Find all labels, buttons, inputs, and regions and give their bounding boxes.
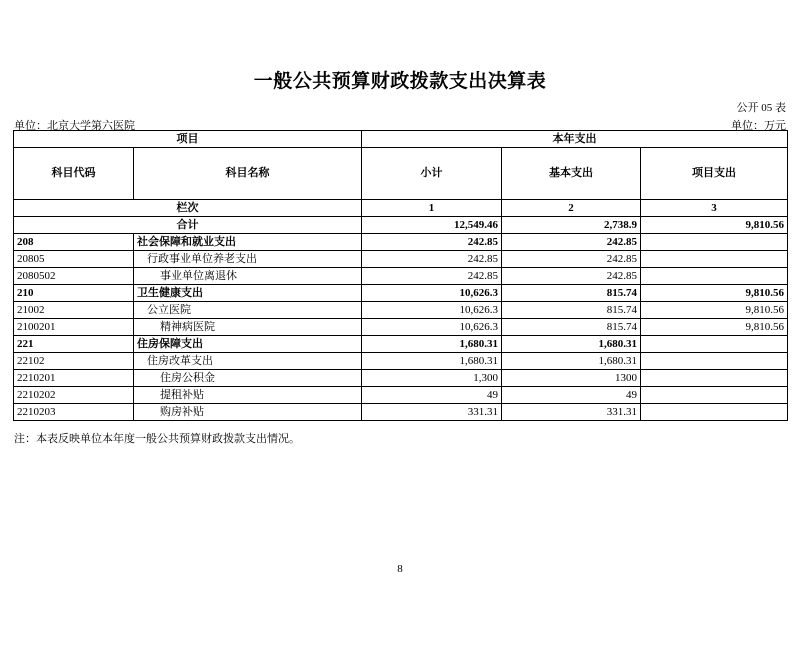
table-row xyxy=(14,302,788,319)
table-row xyxy=(14,353,788,370)
header-current-year: 本年支出 xyxy=(362,131,788,148)
total-basic: 2,738.9 xyxy=(502,217,641,234)
total-label: 合计 xyxy=(14,217,362,234)
row-code: 2210203 xyxy=(14,404,134,421)
row-project: 9,810.56 xyxy=(641,319,788,336)
row-project xyxy=(641,268,788,285)
col-label: 栏次 xyxy=(14,200,362,217)
row-project xyxy=(641,404,788,421)
col-index-3: 3 xyxy=(641,200,788,217)
row-subtotal: 10,626.3 xyxy=(362,319,502,336)
page-number: 8 xyxy=(397,563,403,575)
row-project: 9,810.56 xyxy=(641,302,788,319)
row-name: 行政事业单位养老支出 xyxy=(134,251,362,268)
row-project xyxy=(641,370,788,387)
table-row xyxy=(14,234,788,251)
row-subtotal: 10,626.3 xyxy=(362,285,502,302)
row-code: 2080502 xyxy=(14,268,134,285)
row-basic: 242.85 xyxy=(502,251,641,268)
row-subtotal: 331.31 xyxy=(362,404,502,421)
row-basic: 815.74 xyxy=(502,302,641,319)
row-code: 221 xyxy=(14,336,134,353)
row-basic: 49 xyxy=(502,387,641,404)
row-code: 21002 xyxy=(14,302,134,319)
row-subtotal: 49 xyxy=(362,387,502,404)
row-subtotal: 1,300 xyxy=(362,370,502,387)
header-project: 项目 xyxy=(14,131,362,148)
table-row xyxy=(14,319,788,336)
row-subtotal: 242.85 xyxy=(362,251,502,268)
table-row xyxy=(14,268,788,285)
row-code: 210 xyxy=(14,285,134,302)
header-row-2 xyxy=(14,148,788,200)
row-project xyxy=(641,336,788,353)
row-project xyxy=(641,251,788,268)
row-code: 2100201 xyxy=(14,319,134,336)
header-subtotal: 小计 xyxy=(362,148,502,200)
row-code: 208 xyxy=(14,234,134,251)
row-basic: 815.74 xyxy=(502,319,641,336)
row-project xyxy=(641,234,788,251)
row-subtotal: 1,680.31 xyxy=(362,353,502,370)
row-name: 精神病医院 xyxy=(134,319,362,336)
row-code: 20805 xyxy=(14,251,134,268)
footnote: 注：本表反映单位本年度一般公共预算财政拨款支出情况。 xyxy=(14,433,300,445)
row-name: 社会保障和就业支出 xyxy=(134,234,362,251)
table-row xyxy=(14,336,788,353)
table-row xyxy=(14,404,788,421)
row-project: 9,810.56 xyxy=(641,285,788,302)
header-project-expense: 项目支出 xyxy=(641,148,788,200)
row-name: 住房改革支出 xyxy=(134,353,362,370)
reporting-unit: 单位：北京大学第六医院 xyxy=(14,120,135,132)
row-name: 住房保障支出 xyxy=(134,336,362,353)
header-basic: 基本支出 xyxy=(502,148,641,200)
row-basic: 331.31 xyxy=(502,404,641,421)
row-subtotal: 10,626.3 xyxy=(362,302,502,319)
table-row xyxy=(14,370,788,387)
row-basic: 1300 xyxy=(502,370,641,387)
row-code: 2210202 xyxy=(14,387,134,404)
row-name: 公立医院 xyxy=(134,302,362,319)
row-basic: 242.85 xyxy=(502,234,641,251)
row-basic: 815.74 xyxy=(502,285,641,302)
page-title: 一般公共预算财政拨款支出决算表 xyxy=(253,71,547,92)
col-index-1: 1 xyxy=(362,200,502,217)
row-name: 住房公积金 xyxy=(134,370,362,387)
row-project xyxy=(641,387,788,404)
currency-unit: 单位：万元 xyxy=(731,120,786,132)
table-row xyxy=(14,251,788,268)
total-project: 9,810.56 xyxy=(641,217,788,234)
row-subtotal: 242.85 xyxy=(362,268,502,285)
row-name: 事业单位离退休 xyxy=(134,268,362,285)
row-name: 购房补贴 xyxy=(134,404,362,421)
row-basic: 1,680.31 xyxy=(502,336,641,353)
row-subtotal: 242.85 xyxy=(362,234,502,251)
col-index-2: 2 xyxy=(502,200,641,217)
expenditure-table xyxy=(13,130,788,421)
table-row xyxy=(14,387,788,404)
row-project xyxy=(641,353,788,370)
row-code: 22102 xyxy=(14,353,134,370)
row-name: 提租补贴 xyxy=(134,387,362,404)
row-basic: 1,680.31 xyxy=(502,353,641,370)
column-index-row xyxy=(14,200,788,217)
form-number: 公开 05 表 xyxy=(736,102,786,114)
row-name: 卫生健康支出 xyxy=(134,285,362,302)
header-code: 科目代码 xyxy=(14,148,134,200)
table-row xyxy=(14,285,788,302)
total-row xyxy=(14,217,788,234)
total-subtotal: 12,549.46 xyxy=(362,217,502,234)
row-code: 2210201 xyxy=(14,370,134,387)
header-row-1 xyxy=(14,131,788,148)
row-basic: 242.85 xyxy=(502,268,641,285)
header-name: 科目名称 xyxy=(134,148,362,200)
row-subtotal: 1,680.31 xyxy=(362,336,502,353)
